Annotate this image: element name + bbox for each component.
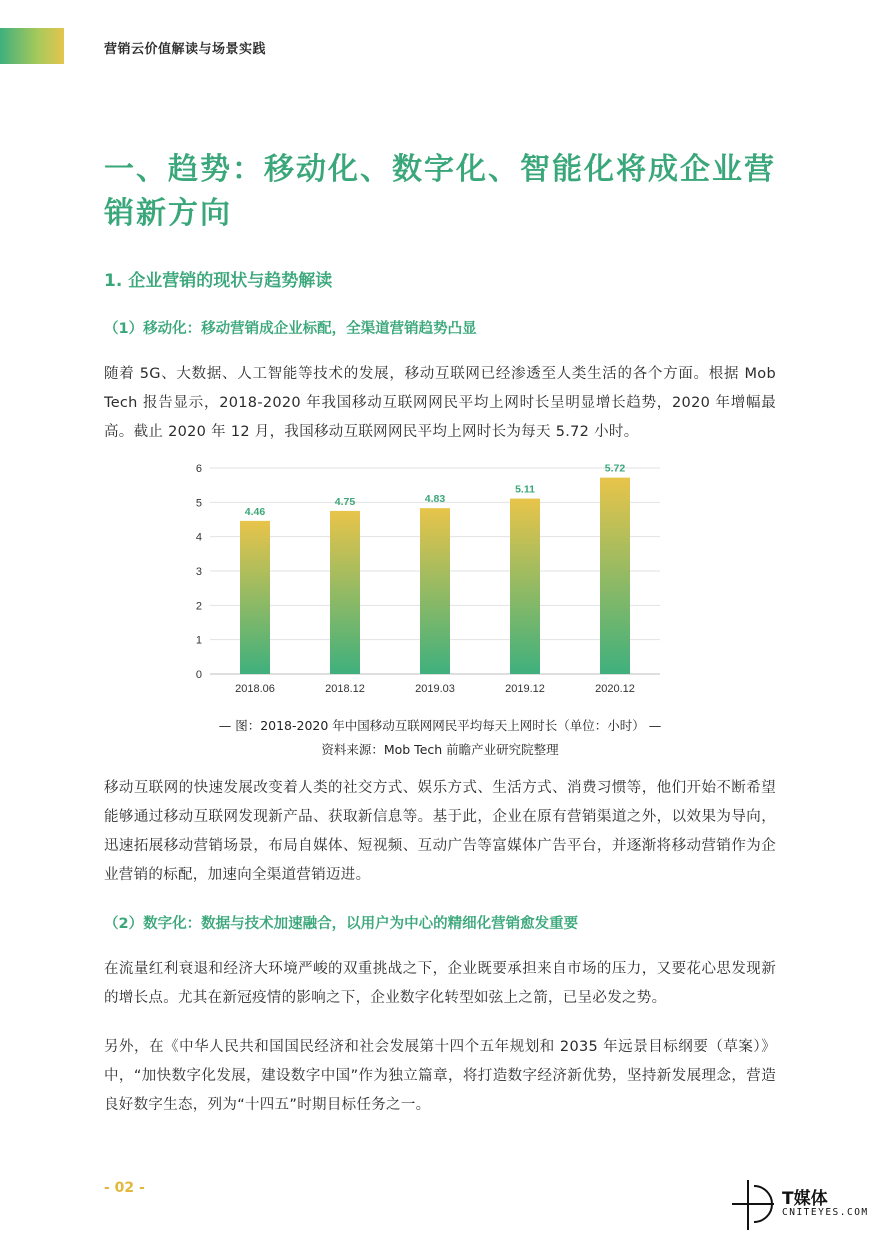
bar [510, 499, 540, 674]
page-number: - 02 - [104, 1180, 145, 1196]
y-tick-label: 2 [195, 600, 202, 613]
x-tick-label: 2018.06 [235, 683, 275, 695]
y-tick-label: 1 [195, 634, 202, 647]
y-tick-label: 4 [195, 531, 202, 544]
section-title: 一、趋势：移动化、数字化、智能化将成企业营销新方向 [104, 152, 776, 231]
section-subtitle: 1. 企业营销的现状与趋势解读 [104, 271, 333, 291]
y-tick-label: 0 [195, 669, 202, 681]
logo-name: T媒体 [782, 1189, 828, 1209]
subsection-digital: （2）数字化：数据与技术加速融合，以用户为中心的精细化营销愈发重要 [104, 916, 579, 932]
logo-site: CNITEYES.COM [782, 1207, 869, 1218]
bar [600, 478, 630, 674]
y-tick-label: 3 [195, 566, 202, 578]
x-tick-label: 2019.12 [505, 683, 545, 695]
x-tick-label: 2019.03 [415, 683, 455, 695]
bar [240, 521, 270, 674]
paragraph-4: 另外，在《中华人民共和国国民经济和社会发展第十四个五年规划和 2035 年远景目标纲要（草案）》中，“加快数字化发展，建设数字中国”作为独立篇章，将打造数字经济新优势，坚持新发展理念，营造良好数字生态，列为“十四五”时期目标任务之一。 [104, 1039, 776, 1113]
subsection-mobile: （1）移动化：移动营销成企业标配，全渠道营销趋势凸显 [104, 321, 477, 337]
paragraph-3: 在流量红利衰退和经济大环境严峻的双重挑战之下，企业既要承担来自市场的压力，又要花心思发现新的增长点。尤其在新冠疫情的影响之下，企业数字化转型如弦上之箭，已呈必发之势。 [104, 961, 776, 1006]
chart-source: 资料来源：Mob Tech 前瞻产业研究院整理 [321, 742, 559, 757]
chart-caption: — 图：2018-2020 年中国移动互联网网民平均每天上网时长（单位：小时） — [218, 718, 662, 733]
brand-logo [730, 1176, 880, 1232]
paragraph-1: 随着 5G、大数据、人工智能等技术的发展，移动互联网已经渗透至人类生活的各个方面。根据 Mob Tech 报告显示，2018-2020 年我国移动互联网网民平均上网时长呈明显增长趋势，2020 年增幅最高。截止 2020 年 12 月，我国移动互联网网民平均上网时长为每天 5.72 小时。 [104, 366, 776, 440]
bar-value-label: 4.83 [424, 493, 446, 506]
bar-value-label: 5.11 [515, 483, 535, 496]
x-tick-label: 2018.12 [325, 683, 365, 695]
y-tick-label: 5 [195, 497, 202, 510]
bar-value-label: 5.72 [604, 462, 626, 475]
bar-value-label: 4.75 [334, 495, 356, 508]
header-accent-bar [0, 28, 64, 64]
bar [420, 508, 450, 674]
bar-value-label: 4.46 [244, 505, 266, 518]
x-tick-label: 2020.12 [595, 683, 635, 695]
header-title: 营销云价值解读与场景实践 [104, 42, 267, 57]
y-tick-label: 6 [195, 463, 202, 475]
bar-chart [180, 454, 680, 700]
bar [330, 511, 360, 674]
paragraph-2: 移动互联网的快速发展改变着人类的社交方式、娱乐方式、生活方式、消费习惯等，他们开始不断希望能够通过移动互联网发现新产品、获取新信息等。基于此，企业在原有营销渠道之外，以效果为导向，迅速拓展移动营销场景，布局自媒体、短视频、互动广告等富媒体广告平台，并逐渐将移动营销作为企业营销的标配，加速向全渠道营销迈进。 [104, 780, 776, 883]
tmt-logo-icon [730, 1176, 776, 1232]
